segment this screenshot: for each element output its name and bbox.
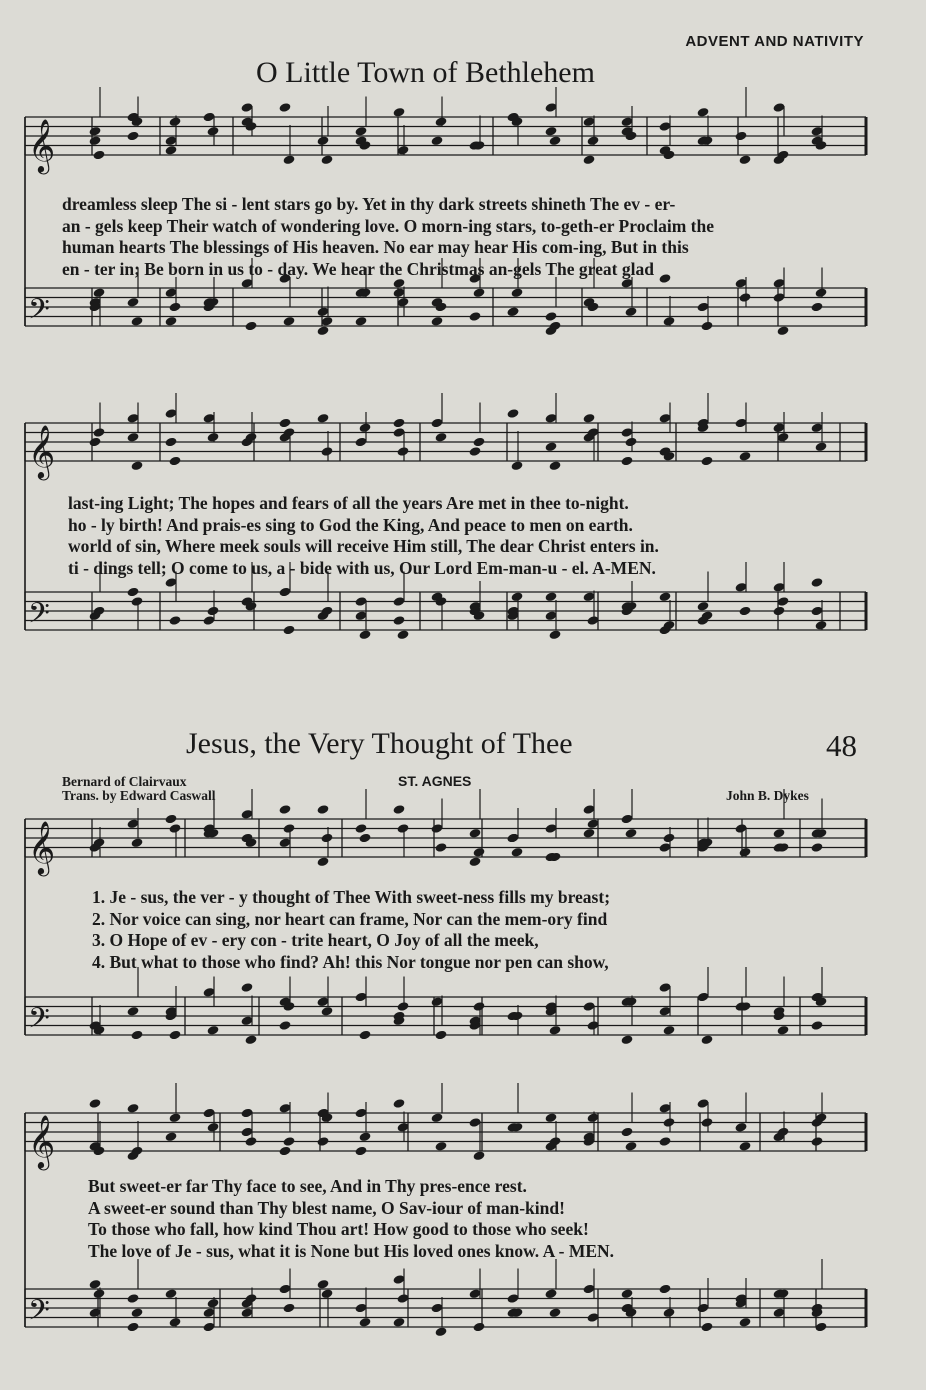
notehead <box>621 1127 634 1138</box>
treble-clef-icon: 𝄞 <box>28 424 56 478</box>
notehead <box>131 596 144 607</box>
notehead <box>469 311 482 322</box>
notehead <box>359 1317 372 1328</box>
lyric-line: ti - dings tell; O come to us, a - bide with us, Our Lord Em-man-u - el. A-MEN. <box>68 557 656 578</box>
treble-clef-icon: 𝄞 <box>28 1114 56 1168</box>
notehead <box>777 325 790 336</box>
notehead <box>131 460 144 471</box>
notehead <box>811 302 824 313</box>
bass-clef-icon: 𝄢 <box>28 1002 50 1042</box>
notehead <box>283 154 296 165</box>
lyric-line: 3. O Hope of ev - ery con - trite heart, O Joy of all the meek, <box>92 930 539 950</box>
notehead <box>625 437 638 448</box>
notehead <box>131 316 144 327</box>
notehead <box>127 432 140 443</box>
notehead <box>393 615 406 626</box>
notehead <box>811 577 824 588</box>
notehead <box>321 154 334 165</box>
notehead <box>663 1025 676 1036</box>
lyric-line: en - ter in; Be born in us to - day. We hear the Christmas an-gels The great glad <box>62 258 654 279</box>
notehead <box>511 591 524 602</box>
notehead <box>659 1284 672 1295</box>
lyric-line: last-ing Light; The hopes and fears of all the years Are met in thee to-night. <box>68 493 629 513</box>
notehead <box>473 1001 486 1012</box>
notehead <box>169 302 182 313</box>
notehead <box>283 1303 296 1314</box>
notehead <box>549 135 562 146</box>
notehead <box>621 1034 634 1045</box>
notehead <box>165 316 178 327</box>
notehead <box>549 1307 562 1318</box>
notehead <box>127 1103 140 1114</box>
hymn-2-title: Jesus, the Very Thought of Thee <box>186 727 573 760</box>
notehead <box>127 587 140 598</box>
notehead <box>663 316 676 327</box>
notehead <box>549 460 562 471</box>
notehead <box>169 456 182 467</box>
hymn-1-system-1-lyrics <box>62 194 714 280</box>
notehead <box>625 1141 638 1152</box>
notehead <box>393 107 406 118</box>
notehead <box>739 1141 752 1152</box>
notehead <box>739 292 752 303</box>
notehead <box>701 456 714 467</box>
notehead <box>735 131 748 142</box>
notehead <box>397 823 410 834</box>
notehead <box>393 418 406 429</box>
notehead <box>89 1098 102 1109</box>
notehead <box>625 828 638 839</box>
notehead <box>815 620 828 631</box>
notehead <box>321 446 334 457</box>
notehead <box>393 1098 406 1109</box>
notehead <box>169 116 182 127</box>
notehead <box>317 1136 330 1147</box>
author-credit: Bernard of Clairvaux Trans. by Edward Caswall <box>62 774 216 803</box>
notehead <box>663 1307 676 1318</box>
notehead <box>127 131 140 142</box>
notehead <box>549 1025 562 1036</box>
notehead <box>317 804 330 815</box>
tune-name: ST. AGNES <box>398 773 472 789</box>
notehead <box>207 126 220 137</box>
notehead <box>739 847 752 858</box>
notehead <box>815 287 828 298</box>
notehead <box>127 1006 140 1017</box>
notehead <box>469 446 482 457</box>
notehead <box>131 1030 144 1041</box>
notehead <box>545 1288 558 1299</box>
notehead <box>469 856 482 867</box>
notehead <box>435 432 448 443</box>
lyric-line: To those who fall, how kind Thou art! How good to those who seek! <box>88 1219 589 1239</box>
notehead <box>397 629 410 640</box>
lyric-line: world of sin, Where meek souls will receive Him still, The dear Christ enters in. <box>68 536 659 556</box>
notehead <box>93 1288 106 1299</box>
notehead <box>435 1030 448 1041</box>
notehead <box>131 837 144 848</box>
notehead <box>93 150 106 161</box>
notehead <box>165 145 178 156</box>
notehead <box>773 606 786 617</box>
notehead <box>93 427 106 438</box>
hymn-number: 48 <box>826 728 857 763</box>
notehead <box>279 418 292 429</box>
notehead <box>435 1326 448 1337</box>
notehead <box>283 1136 296 1147</box>
notehead <box>777 1025 790 1036</box>
notehead <box>89 126 102 137</box>
notehead <box>207 432 220 443</box>
notehead <box>397 446 410 457</box>
notehead <box>811 1020 824 1031</box>
notehead <box>245 1034 258 1045</box>
notehead <box>359 833 372 844</box>
lyric-line: dreamless sleep The si - lent stars go by. Yet in thy dark streets shineth The ev - er- <box>62 194 676 214</box>
notehead <box>279 1146 292 1157</box>
bass-clef-icon: 𝄢 <box>28 1294 50 1334</box>
lyric-line: The love of Je - sus, what it is None but His loved ones know. A - MEN. <box>88 1240 615 1261</box>
notehead <box>279 804 292 815</box>
notehead <box>583 154 596 165</box>
notehead <box>469 828 482 839</box>
notehead <box>355 1146 368 1157</box>
notehead <box>435 116 448 127</box>
notehead <box>621 456 634 467</box>
composer-credit: John B. Dykes <box>726 788 809 803</box>
notehead <box>473 287 486 298</box>
notehead <box>321 833 334 844</box>
hymn-2-system-1-lyrics <box>92 887 610 973</box>
lyric-line: But sweet-er far Thy face to see, And in Thy pres-ence rest. <box>88 1176 527 1196</box>
hymn-1-title: O Little Town of Bethlehem <box>256 56 595 89</box>
notehead <box>127 1293 140 1304</box>
notehead <box>431 316 444 327</box>
notehead <box>773 828 786 839</box>
notehead <box>811 1136 824 1147</box>
notehead <box>169 1030 182 1041</box>
notehead <box>701 1117 714 1128</box>
notehead <box>321 1288 334 1299</box>
notehead <box>739 606 752 617</box>
notehead <box>321 1006 334 1017</box>
notehead <box>207 1025 220 1036</box>
notehead <box>625 306 638 317</box>
notehead <box>511 847 524 858</box>
notehead <box>283 625 296 636</box>
notehead <box>317 135 330 146</box>
notehead <box>207 606 220 617</box>
notehead <box>583 413 596 424</box>
section-heading: ADVENT AND NATIVITY <box>685 33 864 50</box>
notehead <box>393 804 406 815</box>
hymn-1-system-2-lyrics <box>68 493 659 579</box>
notehead <box>545 126 558 137</box>
notehead <box>127 1322 140 1333</box>
lyric-line: 2. Nor voice can sing, nor heart can frame, Nor can the mem-ory find <box>92 908 608 929</box>
notehead <box>207 1122 220 1133</box>
notehead <box>739 154 752 165</box>
bass-clef-icon: 𝄢 <box>28 293 50 333</box>
notehead <box>697 601 710 612</box>
notehead <box>241 982 254 993</box>
notehead <box>701 1322 714 1333</box>
notehead <box>355 823 368 834</box>
notehead <box>279 102 292 113</box>
notehead <box>317 1279 330 1290</box>
notehead <box>811 842 824 853</box>
notehead <box>355 126 368 137</box>
notehead <box>507 408 520 419</box>
notehead <box>587 135 600 146</box>
notehead <box>207 1298 220 1309</box>
lyric-line: 4. But what to those who find? Ah! this Nor tongue nor pen can show, <box>92 951 609 972</box>
treble-clef-icon: 𝄞 <box>28 118 56 172</box>
notehead <box>283 316 296 327</box>
notehead <box>473 437 486 448</box>
notehead <box>245 321 258 332</box>
notehead <box>169 823 182 834</box>
notehead <box>701 1034 714 1045</box>
notehead <box>473 1322 486 1333</box>
notehead <box>659 1136 672 1147</box>
treble-clef-icon: 𝄞 <box>28 820 56 874</box>
notehead <box>89 437 102 448</box>
notehead <box>283 823 296 834</box>
notehead <box>815 441 828 452</box>
notehead <box>279 1020 292 1031</box>
lyric-line: human hearts The blessings of His heaven. No ear may hear His com-ing, But in this <box>62 237 689 257</box>
notehead <box>89 135 102 146</box>
notehead <box>431 135 444 146</box>
notehead <box>507 306 520 317</box>
notehead <box>435 842 448 853</box>
notehead <box>735 1122 748 1133</box>
notehead <box>359 422 372 433</box>
notehead <box>165 814 178 825</box>
notehead <box>393 1317 406 1328</box>
lyric-line: 1. Je - sus, the ver - y thought of Thee With sweet-ness fills my breast; <box>92 887 611 907</box>
notehead <box>739 451 752 462</box>
notehead <box>545 311 558 322</box>
notehead <box>165 437 178 448</box>
notehead <box>359 629 372 640</box>
notehead <box>511 460 524 471</box>
notehead <box>397 1001 410 1012</box>
notehead <box>127 297 140 308</box>
notehead <box>739 1317 752 1328</box>
hymn-2-system-2-lyrics <box>88 1176 614 1262</box>
notehead <box>317 325 330 336</box>
notehead <box>317 856 330 867</box>
lyric-line: an - gels keep Their watch of wondering love. O morn-ing stars, to-geth-er Proclaim the <box>62 215 714 236</box>
notehead <box>701 321 714 332</box>
notehead <box>583 828 596 839</box>
notehead <box>473 1150 486 1161</box>
notehead <box>435 1141 448 1152</box>
notehead <box>93 287 106 298</box>
notehead <box>545 441 558 452</box>
notehead <box>473 847 486 858</box>
notehead <box>663 833 676 844</box>
notehead <box>431 1112 444 1123</box>
notehead <box>245 1136 258 1147</box>
notehead <box>169 1317 182 1328</box>
lyric-line: ho - ly birth! And prais-es sing to God the King, And peace to men on earth. <box>68 514 633 535</box>
lyric-line: A sweet-er sound than Thy blest name, O Sav-iour of man-kind! <box>88 1197 565 1218</box>
notehead <box>131 1307 144 1318</box>
notehead <box>511 287 524 298</box>
notehead <box>549 629 562 640</box>
notehead <box>359 1030 372 1041</box>
notehead <box>355 316 368 327</box>
notehead <box>169 1112 182 1123</box>
notehead <box>317 413 330 424</box>
bass-clef-icon: 𝄢 <box>28 597 50 637</box>
notehead <box>359 1131 372 1142</box>
notehead <box>169 615 182 626</box>
notehead <box>663 1117 676 1128</box>
notehead <box>165 1131 178 1142</box>
